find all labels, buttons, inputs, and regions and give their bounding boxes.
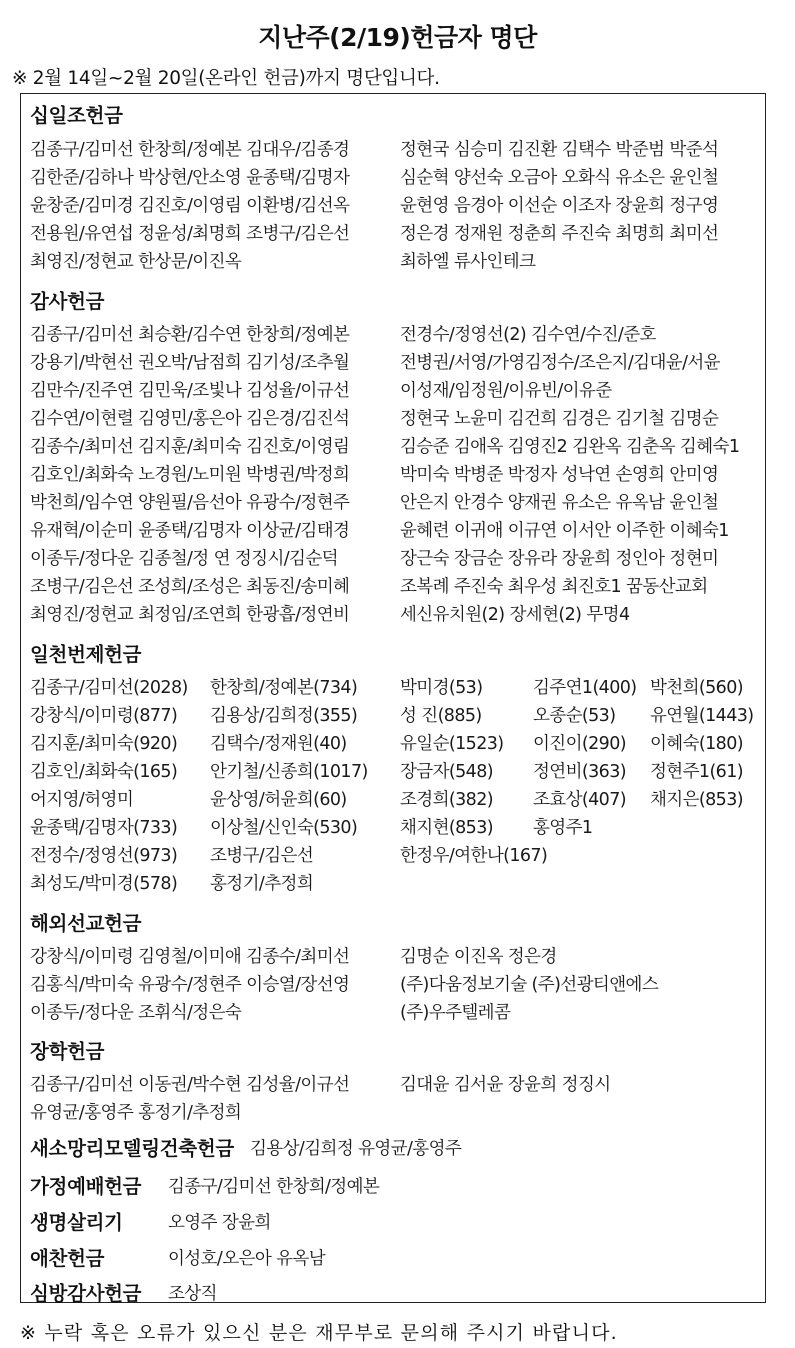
thousand-offering-entry: 전정수/정영선(973) xyxy=(30,846,178,866)
list-line: 오영주 장윤희 xyxy=(168,1213,271,1233)
section-title-praise: 애찬헌금 xyxy=(30,1247,105,1270)
list-line: 장근숙 장금순 장유라 장윤희 정인아 정현미 xyxy=(400,549,719,569)
list-line: 김승준 김애옥 김영진2 김완옥 김춘옥 김혜숙1 xyxy=(400,437,740,457)
list-line: 전용원/유연섭 정윤성/최명희 조병구/김은선 xyxy=(30,224,350,244)
list-line: 윤혜련 이귀애 이규연 이서안 이주한 이혜숙1 xyxy=(400,521,729,541)
thousand-offering-entry: 김용상/김희정(355) xyxy=(210,706,358,726)
thousand-offering-entry: 최성도/박미경(578) xyxy=(30,874,178,894)
thousand-offering-entry: 박천희(560) xyxy=(650,678,743,698)
section-title-visit-thanks: 심방감사헌금 xyxy=(30,1282,142,1305)
thousand-offering-entry: 유일순(1523) xyxy=(400,734,504,754)
list-line: 이종두/정다운 김종철/정 연 정징시/김순덕 xyxy=(30,549,338,569)
thousand-offering-entry: 강창식/이미령(877) xyxy=(30,706,178,726)
list-line: 김종구/김미선 한창희/정예본 김대우/김종경 xyxy=(30,140,350,160)
thousand-offering-entry: 이진이(290) xyxy=(533,734,626,754)
section-title-thanks: 감사헌금 xyxy=(30,290,105,313)
thousand-offering-entry: 홍정기/추정희 xyxy=(210,874,314,894)
list-line: 유영균/홍영주 홍정기/추정희 xyxy=(30,1103,242,1123)
thousand-offering-entry: 조경희(382) xyxy=(400,790,493,810)
list-line: 김한준/김하나 박상현/안소영 윤종택/김명자 xyxy=(30,168,350,188)
thousand-offering-entry: 유연월(1443) xyxy=(650,706,754,726)
list-line: 김종구/김미선 최승환/김수연 한창희/정예본 xyxy=(30,325,350,345)
list-line: 박천희/임수연 양원필/음선아 유광수/정현주 xyxy=(30,493,350,513)
section-title-scholarship: 장학헌금 xyxy=(30,1040,105,1063)
list-line: 최영진/정현교 최정임/조연희 한광흡/정연비 xyxy=(30,605,350,625)
date-range-note: ※ 2월 14일~2월 20일(온라인 헌금)까지 명단입니다. xyxy=(12,68,440,89)
thousand-offering-entry: 윤상영/허윤희(60) xyxy=(210,790,347,810)
thousand-offering-entry: 홍영주1 xyxy=(533,818,593,838)
list-line: 윤현영 음경아 이선순 이조자 장윤희 정구영 xyxy=(400,196,719,216)
list-line: 김종구/김미선 한창희/정예본 xyxy=(168,1177,380,1197)
list-line: 이성호/오은아 유옥남 xyxy=(168,1249,326,1269)
list-line: 김수연/이현렬 김영민/홍은아 김은경/김진석 xyxy=(30,409,350,429)
section-title-home-worship: 가정예배헌금 xyxy=(30,1175,142,1198)
section-title-tithe: 십일조헌금 xyxy=(30,104,123,127)
list-line: 김종수/최미선 김지훈/최미숙 김진호/이영림 xyxy=(30,437,350,457)
page-title: 지난주(2/19)헌금자 명단 xyxy=(258,23,537,52)
list-line: 정현국 심승미 김진환 김택수 박준범 박준석 xyxy=(400,140,719,160)
footer-note: ※ 누락 혹은 오류가 있으신 분은 재무부로 문의해 주시기 바랍니다. xyxy=(20,1322,618,1344)
thousand-offering-entry: 윤종택/김명자(733) xyxy=(30,818,178,838)
list-line: (주)다움정보기술 (주)선광티앤에스 xyxy=(400,975,659,995)
thousand-offering-entry: 장금자(548) xyxy=(400,762,493,782)
thousand-offering-entry: 채지은(853) xyxy=(650,790,743,810)
list-line: 김대윤 김서윤 장윤희 정징시 xyxy=(400,1075,611,1095)
thousand-offering-entry: 한창희/정예본(734) xyxy=(210,678,358,698)
section-title-mission: 해외선교헌금 xyxy=(30,912,142,935)
list-line: 조복례 주진숙 최우성 최진호1 꿈동산교회 xyxy=(400,577,708,597)
list-line: 정은경 정재원 정춘희 주진숙 최명희 최미선 xyxy=(400,224,719,244)
thousand-offering-entry: 김지훈/최미숙(920) xyxy=(30,734,178,754)
thousand-offering-entry: 정현주1(61) xyxy=(650,762,743,782)
thousand-offering-entry: 조병구/김은선 xyxy=(210,846,314,866)
list-line: 박미숙 박병준 박정자 성낙연 손영희 안미영 xyxy=(400,465,719,485)
list-line: (주)우주텔레콤 xyxy=(400,1003,511,1023)
list-line: 세신유치원(2) 장세현(2) 무명4 xyxy=(400,605,630,625)
thousand-offering-entry: 이혜숙(180) xyxy=(650,734,743,754)
thousand-offering-entry: 조효상(407) xyxy=(533,790,626,810)
list-line: 최영진/정현교 한상문/이진옥 xyxy=(30,252,242,272)
list-line: 김명순 이진옥 정은경 xyxy=(400,947,557,967)
list-line: 김홍식/박미숙 유광수/정현주 이승열/장선영 xyxy=(30,975,350,995)
thousand-offering-entry: 이상철/신인숙(530) xyxy=(210,818,358,838)
list-line: 정현국 노윤미 김건희 김경은 김기철 김명순 xyxy=(400,409,719,429)
section-title-remodel: 새소망리모델링건축헌금 xyxy=(30,1137,234,1160)
thousand-offering-entry: 정연비(363) xyxy=(533,762,626,782)
list-line: 이종두/정다운 조휘식/정은숙 xyxy=(30,1003,242,1023)
thousand-offering-entry: 김종구/김미선(2028) xyxy=(30,678,188,698)
list-line: 조병구/김은선 조성희/조성은 최동진/송미혜 xyxy=(30,577,350,597)
thousand-offering-entry: 성 진(885) xyxy=(400,706,482,726)
thousand-offering-entry: 안기철/신종희(1017) xyxy=(210,762,368,782)
thousand-offering-entry: 박미경(53) xyxy=(400,678,483,698)
list-line: 전병권/서영/가영김정수/조은지/김대윤/서윤 xyxy=(400,353,720,373)
list-line: 심순혁 양선숙 오금아 오화식 유소은 윤인철 xyxy=(400,168,719,188)
list-line: 김호인/최화숙 노경원/노미원 박병권/박정희 xyxy=(30,465,350,485)
list-line: 안은지 안경수 양재권 유소은 유옥남 윤인철 xyxy=(400,493,719,513)
list-line: 전경수/정영선(2) 김수연/수진/준호 xyxy=(400,325,656,345)
thousand-offering-entry: 김호인/최화숙(165) xyxy=(30,762,178,782)
thousand-offering-entry: 오종순(53) xyxy=(533,706,616,726)
list-line: 강창식/이미령 김영철/이미애 김종수/최미선 xyxy=(30,947,350,967)
thousand-offering-entry: 한정우/여한나(167) xyxy=(400,846,548,866)
section-title-life-saving: 생명살리기 xyxy=(30,1211,123,1234)
list-line: 윤창준/김미경 김진호/이영림 이환병/김선옥 xyxy=(30,196,350,216)
thousand-offering-entry: 어지영/허영미 xyxy=(30,790,134,810)
list-line: 유재혁/이순미 윤종택/김명자 이상균/김태경 xyxy=(30,521,350,541)
section-title-thousand-offering: 일천번제헌금 xyxy=(30,643,142,666)
list-line: 김용상/김희정 유영균/홍영주 xyxy=(250,1139,462,1159)
list-line: 조상직 xyxy=(168,1284,217,1304)
list-line: 이성재/임정원/이유빈/이유준 xyxy=(400,381,612,401)
list-line: 김만수/진주연 김민욱/조빛나 김성율/이규선 xyxy=(30,381,350,401)
thousand-offering-entry: 김주연1(400) xyxy=(533,678,637,698)
list-line: 강용기/박현선 권오박/남점희 김기성/조추월 xyxy=(30,353,350,373)
list-line: 최하엘 류사인테크 xyxy=(400,252,536,272)
thousand-offering-entry: 채지현(853) xyxy=(400,818,493,838)
list-line: 김종구/김미선 이동권/박수현 김성율/이규선 xyxy=(30,1075,350,1095)
thousand-offering-entry: 김택수/정재원(40) xyxy=(210,734,347,754)
